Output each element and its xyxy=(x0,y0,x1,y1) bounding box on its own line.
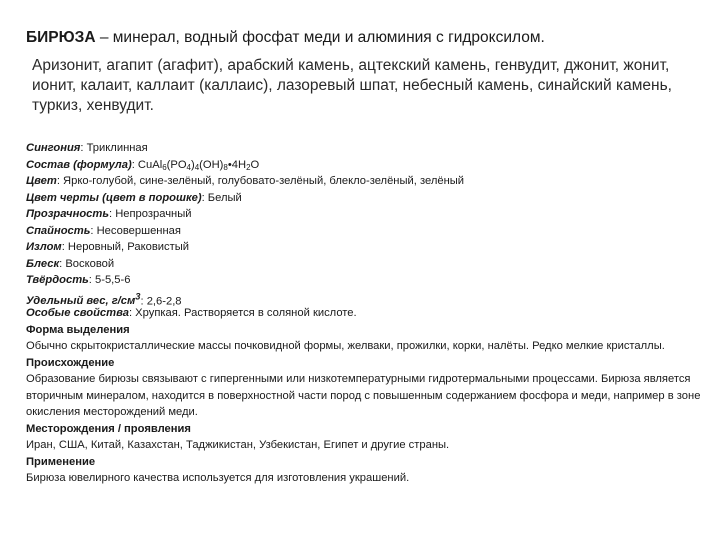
formula-subscript: 4 xyxy=(194,162,200,172)
density-label-text: Удельный вес, г/см xyxy=(26,295,136,308)
property-value: : Хрупкая. Растворяется в соляной кислоте. xyxy=(128,307,357,319)
mineral-definition: – минерал, водный фосфат меди и алюминия с гидроксилом. xyxy=(95,29,545,46)
property-value: : 5-5,5-6 xyxy=(88,274,131,286)
property-value: : Непрозрачный xyxy=(108,208,192,220)
property-label: Твёрдость xyxy=(26,274,89,286)
section-text-deposits: Иран, США, Китай, Казахстан, Таджикистан, Узбекистан, Египет и другие страны. xyxy=(26,439,450,451)
property-value: : Восковой xyxy=(59,257,115,270)
property-value: : Несовершенная xyxy=(90,224,181,237)
formula-subscript: 8 xyxy=(223,162,228,172)
formula-subscript: 6 xyxy=(162,162,167,172)
section-title-deposits: Месторождения / проявления xyxy=(26,422,191,435)
section-title-usage: Применение xyxy=(26,455,96,468)
formula-subscript: 4 xyxy=(186,162,191,172)
property-label: Прозрачность xyxy=(26,208,109,220)
formula-part: : CuAl xyxy=(131,158,163,171)
formula-subscript: 2 xyxy=(246,162,251,172)
property-syngony xyxy=(26,140,712,157)
property-label: Спайность xyxy=(26,224,91,237)
formula-part: (PO xyxy=(166,158,187,171)
property-value: : Триклинная xyxy=(80,142,148,154)
formula-part: (OH) xyxy=(199,158,224,171)
property-cleavage xyxy=(26,223,712,240)
density-superscript: 3 xyxy=(135,291,141,302)
mineral-name: БИРЮЗА xyxy=(26,29,96,46)
property-fracture xyxy=(26,239,712,256)
property-label: Излом xyxy=(26,241,62,253)
section-text-origin: Образование бирюзы связывают с гипергенными или низкотемпературными гидротермальными процессами. Бирюза является вторичным минералом, находится в поверхностной части пород с повышенным содержанием фосфора и меди, например в зоне окисления месторождений меди. xyxy=(26,373,701,418)
property-label: Цвет черты (цвет в порошке) xyxy=(26,191,202,204)
formula-part: O xyxy=(250,158,260,171)
property-streak xyxy=(26,190,712,207)
property-density xyxy=(26,289,712,306)
property-formula xyxy=(26,157,712,174)
property-label: Цвет xyxy=(26,175,57,187)
property-label: Состав (формула) xyxy=(26,158,132,171)
property-label: Особые свойства xyxy=(26,307,129,319)
mineral-synonyms: Аризонит, агапит (агафит), арабский камень, ацтекский камень, генвудит, джонит, жонит, ионит, калаит, каллаит (каллаис), лазоревый шпат, небесный камень, синайский камень, туркиз, хенвудит. xyxy=(32,57,672,114)
property-value: : 2,6-2,8 xyxy=(140,295,182,308)
formula-part: •4H xyxy=(227,158,247,171)
mineral-headline xyxy=(26,28,706,48)
property-special xyxy=(26,305,712,322)
property-color xyxy=(26,173,712,190)
formula-part: ) xyxy=(190,158,195,171)
mineral-properties xyxy=(26,140,712,487)
property-luster xyxy=(26,256,712,273)
property-value: : Белый xyxy=(201,191,242,204)
section-title-origin: Происхождение xyxy=(26,356,115,369)
section-text-form: Обычно скрытокристаллические массы почковидной формы, желваки, прожилки, корки, налёты. Редко мелкие кристаллы. xyxy=(26,340,665,352)
property-value: : Неровный, Раковистый xyxy=(61,241,190,253)
property-label: Блеск xyxy=(26,257,60,270)
section-title-form: Форма выделения xyxy=(26,323,130,336)
property-transparency xyxy=(26,206,712,223)
property-label: Сингония xyxy=(26,142,81,154)
section-text-usage: Бирюза ювелирного качества используется для изготовления украшений. xyxy=(26,472,410,484)
property-hardness xyxy=(26,272,712,289)
property-value: : Ярко-голубой, сине-зелёный, голубовато-зелёный, блекло-зелёный, зелёный xyxy=(56,175,465,187)
